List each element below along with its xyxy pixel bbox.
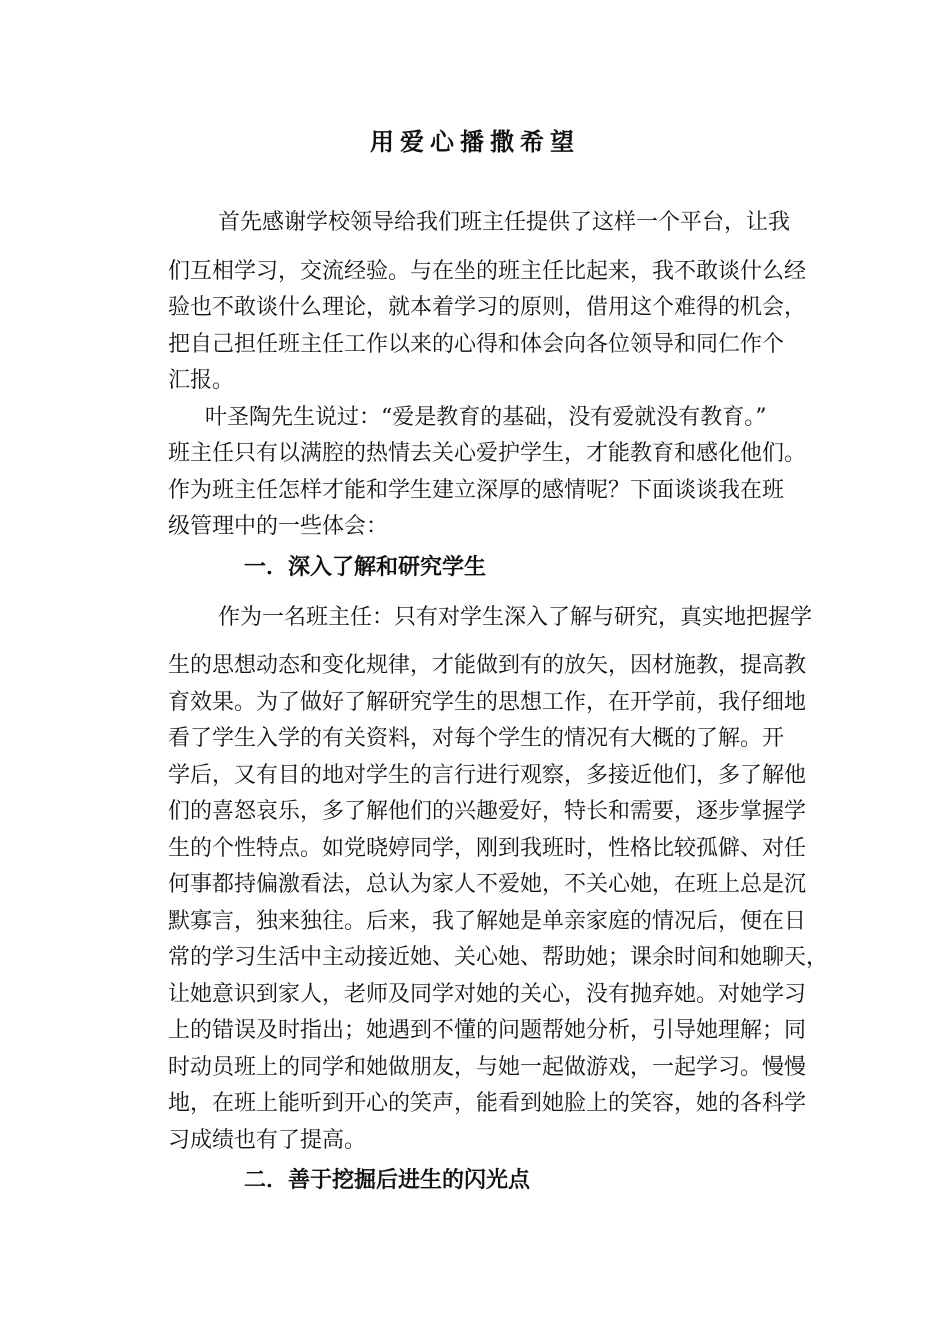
- paragraph-line: 常的学习生活中主动接近她、关心她、帮助她；课余时间和她聊天，: [168, 945, 829, 970]
- paragraph-line: 级管理中的一些体会：: [168, 514, 389, 539]
- paragraph-line: 让她意识到家人，老师及同学对她的关心，没有抛弃她。对她学习: [168, 982, 807, 1007]
- paragraph-line: 叶圣陶先生说过：“爱是教育的基础，没有爱就没有教育。”: [205, 405, 767, 430]
- paragraph-line: 生的个性特点。如党晓婷同学，刚到我班时，性格比较孤僻、对任: [168, 836, 807, 861]
- paragraph-line: 汇报。: [168, 368, 235, 393]
- document-title: 用爱心播撒希望: [370, 127, 580, 156]
- paragraph-line: 学后，又有目的地对学生的言行进行观察，多接近他们，多了解他: [168, 763, 807, 788]
- section-heading: 一．深入了解和研究学生: [244, 554, 487, 580]
- section-heading: 二．善于挖掘后进生的闪光点: [244, 1167, 531, 1193]
- paragraph-line: 作为一名班主任：只有对学生深入了解与研究，真实地把握学: [218, 605, 813, 630]
- paragraph-line: 们互相学习，交流经验。与在坐的班主任比起来，我不敢谈什么经: [168, 259, 807, 284]
- paragraph-line: 作为班主任怎样才能和学生建立深厚的感情呢？下面谈谈我在班: [168, 478, 785, 503]
- paragraph-line: 们的喜怒哀乐，多了解他们的兴趣爱好，特长和需要，逐步掌握学: [168, 799, 807, 824]
- paragraph-line: 上的错误及时指出；她遇到不懂的问题帮她分析，引导她理解；同: [168, 1018, 807, 1043]
- paragraph-line: 何事都持偏激看法，总认为家人不爱她，不关心她，在班上总是沉: [168, 872, 807, 897]
- paragraph-line: 默寡言，独来独往。后来，我了解她是单亲家庭的情况后，便在日: [168, 909, 807, 934]
- paragraph-line: 看了学生入学的有关资料，对每个学生的情况有大概的了解。开: [168, 726, 785, 751]
- paragraph-line: 生的思想动态和变化规律，才能做到有的放矢，因材施教，提高教: [168, 653, 807, 678]
- paragraph-line: 把自己担任班主任工作以来的心得和体会向各位领导和同仁作个: [168, 332, 785, 357]
- paragraph-line: 首先感谢学校领导给我们班主任提供了这样一个平台，让我: [218, 210, 791, 235]
- paragraph-line: 地，在班上能听到开心的笑声，能看到她脸上的笑容，她的各科学: [168, 1091, 807, 1116]
- paragraph-line: 验也不敢谈什么理论，就本着学习的原则，借用这个难得的机会，: [168, 295, 807, 320]
- paragraph-line: 班主任只有以满腔的热情去关心爱护学生，才能教育和感化他们。: [168, 441, 807, 466]
- paragraph-line: 时动员班上的同学和她做朋友，与她一起做游戏，一起学习。慢慢: [168, 1055, 807, 1080]
- paragraph-line: 习成绩也有了提高。: [168, 1128, 367, 1153]
- paragraph-line: 育效果。为了做好了解研究学生的思想工作，在开学前，我仔细地: [168, 690, 807, 715]
